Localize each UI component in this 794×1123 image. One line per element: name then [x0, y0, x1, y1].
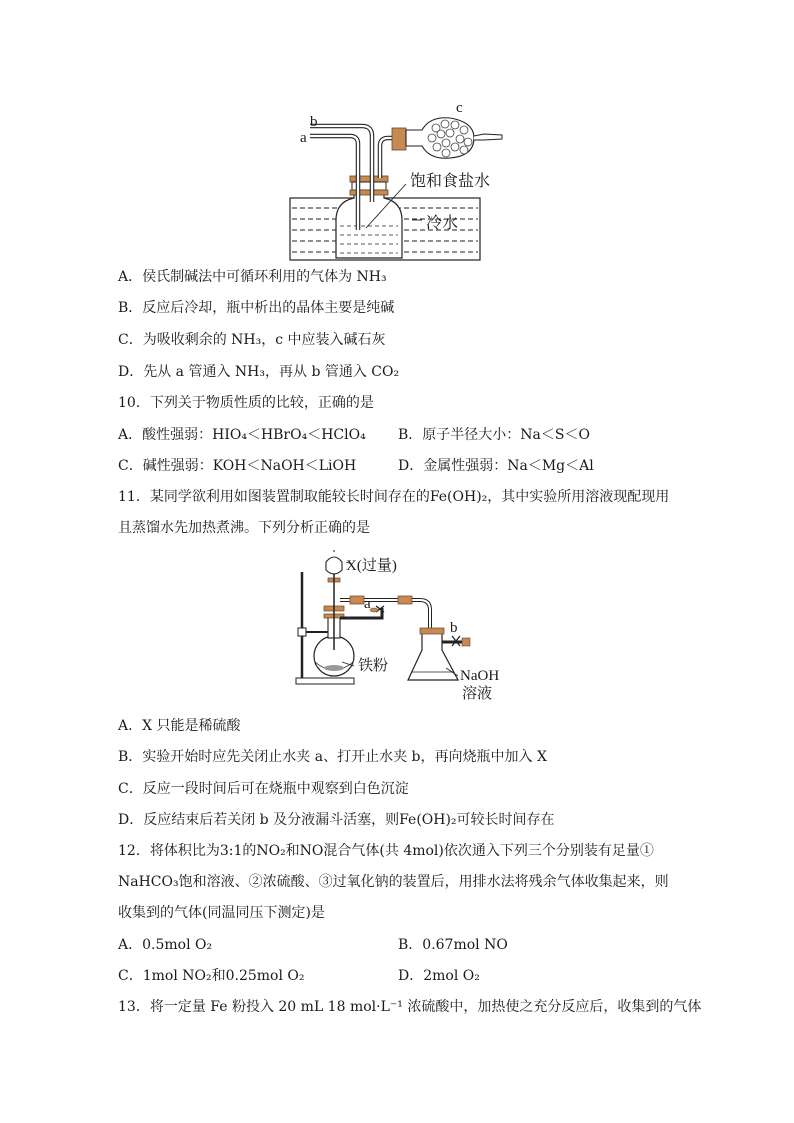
q10-option-c: C．碱性强弱：KOH＜NaOH＜LiOH: [118, 458, 357, 474]
tube-b-label: b: [310, 114, 318, 130]
brine-label: 饱和食盐水: [410, 173, 491, 190]
iron-powder-label: 铁粉: [358, 658, 389, 674]
q9-option-c: C．为吸收剩余的 NH₃，c 中应装入碱石灰: [118, 332, 386, 348]
q10-stem: 10．下列关于物质性质的比较，正确的是: [118, 395, 374, 411]
naoh-label: NaOH: [460, 668, 500, 684]
q12-stem-line3: 收集到的气体(同温同压下测定)是: [118, 905, 325, 921]
q11-option-a: A．X 只能是稀硫酸: [118, 718, 241, 734]
clamp-a-label: a: [364, 596, 371, 612]
q12-stem-line2: NaHCO₃饱和溶液、②浓硫酸、③过氧化钠的装置后，用排水法将残余气体收集起来，则: [118, 874, 669, 890]
hou-process-apparatus-figure: [280, 98, 520, 264]
q11-stem-line1: 11．某同学欲利用如图装置制取能较长时间存在的Fe(OH)₂，其中实验所用溶液现配现用: [118, 489, 670, 505]
q9-option-a: A．侯氏制碱法中可循环利用的气体为 NH₃: [118, 269, 387, 285]
q11-option-b: B．实验开始时应先关闭止水夹 a、打开止水夹 b，再向烧瓶中加入 X: [118, 749, 547, 765]
cold-water-label: 冷水: [426, 215, 459, 232]
solution-label: 溶液: [462, 686, 493, 702]
q13-stem-line1: 13．将一定量 Fe 粉投入 20 mL 18 mol·L⁻¹ 浓硫酸中，加热使之充分反应后，收集到的气体: [118, 999, 702, 1015]
tube-a-label: a: [300, 130, 307, 146]
q9-option-b: B．反应后冷却，瓶中析出的晶体主要是纯碱: [118, 300, 395, 316]
q12-stem-line1: 12．将体积比为3:1的NO₂和NO混合气体(共 4mol)依次通入下列三个分别装有足量①: [118, 843, 654, 859]
q12-option-b: B．0.67mol NO: [398, 937, 508, 953]
q12-option-a: A．0.5mol O₂: [118, 937, 213, 953]
ferrous-hydroxide-apparatus-figure: [290, 550, 520, 702]
q11-option-d: D．反应结束后若关闭 b 及分液漏斗活塞，则Fe(OH)₂可较长时间存在: [118, 812, 555, 828]
drying-tube-c-label: c: [456, 100, 463, 116]
q10-option-d: D．金属性强弱：Na＜Mg＜Al: [398, 458, 594, 474]
q12-option-d: D．2mol O₂: [398, 968, 480, 984]
q10-option-b: B．原子半径大小：Na＜S＜O: [398, 427, 590, 443]
reagent-x-label: X(过量): [346, 558, 397, 574]
q11-stem-line2: 且蒸馏水先加热煮沸。下列分析正确的是: [118, 520, 370, 536]
q9-option-d: D．先从 a 管通入 NH₃，再从 b 管通入 CO₂: [118, 364, 400, 380]
clamp-b-label: b: [450, 620, 458, 636]
q11-option-c: C．反应一段时间后可在烧瓶中观察到白色沉淀: [118, 781, 409, 797]
q10-option-a: A．酸性强弱：HIO₄＜HBrO₄＜HClO₄: [118, 427, 366, 443]
q12-option-c: C．1mol NO₂和0.25mol O₂: [118, 968, 305, 984]
